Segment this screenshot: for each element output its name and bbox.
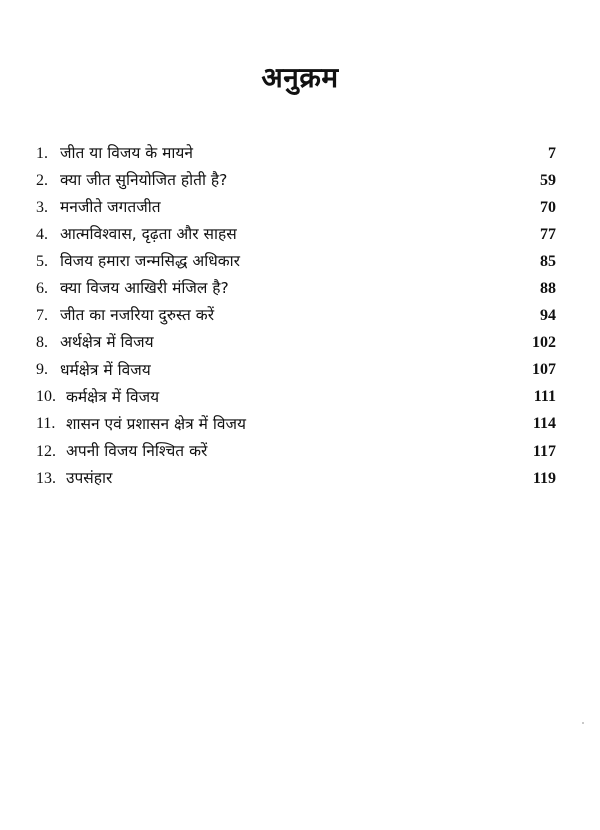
- toc-entry-title: अर्थक्षेत्र में विजय: [60, 333, 154, 352]
- toc-entry-number: 11.: [36, 415, 56, 433]
- toc-entry: [36, 357, 556, 384]
- toc-entry: [36, 384, 556, 411]
- toc-entry-number: 4.: [36, 225, 48, 243]
- toc-entry-page: 88: [540, 280, 556, 298]
- toc-entry: [36, 194, 556, 221]
- toc-entry-number: 12.: [36, 442, 56, 460]
- toc-entry-page: 111: [533, 388, 556, 406]
- toc-entry-page: 7: [548, 144, 556, 162]
- table-of-contents: [36, 140, 556, 492]
- toc-entry-page: 59: [540, 171, 556, 189]
- toc-entry-number: 13.: [36, 469, 56, 487]
- toc-entry-title: आत्मविश्वास, दृढ़ता और साहस: [60, 225, 237, 244]
- toc-entry-page: 114: [532, 415, 556, 433]
- toc-entry: [36, 221, 556, 248]
- toc-entry: [36, 465, 556, 492]
- toc-entry-title: कर्मक्षेत्र में विजय: [66, 387, 160, 406]
- toc-entry-page: 94: [540, 307, 556, 325]
- toc-entry-title: जीत या विजय के मायने: [60, 143, 193, 162]
- page-title: अनुक्रम: [261, 61, 339, 94]
- toc-entry: [36, 248, 556, 275]
- scan-speck: [582, 722, 584, 724]
- toc-entry-number: 3.: [36, 198, 48, 216]
- toc-entry-title: क्या जीत सुनियोजित होती है?: [60, 170, 228, 189]
- toc-entry-number: 7.: [36, 307, 48, 325]
- toc-entry: [36, 140, 556, 167]
- toc-entry-page: 107: [532, 361, 556, 379]
- toc-entry-number: 8.: [36, 334, 48, 352]
- toc-entry: [36, 303, 556, 330]
- toc-entry-number: 9.: [36, 361, 48, 379]
- toc-entry-title: क्या विजय आखिरी मंजिल है?: [60, 279, 229, 298]
- toc-entry-title: जीत का नजरिया दुरुस्त करें: [60, 306, 215, 325]
- toc-entry-title: शासन एवं प्रशासन क्षेत्र में विजय: [66, 414, 246, 433]
- toc-entry-page: 77: [540, 225, 556, 243]
- toc-entry-page: 102: [532, 334, 556, 352]
- toc-entry-page: 117: [532, 442, 556, 460]
- toc-entry-title: धर्मक्षेत्र में विजय: [60, 360, 151, 379]
- toc-entry-title: उपसंहार: [66, 468, 113, 487]
- toc-entry-title: विजय हमारा जन्मसिद्ध अधिकार: [60, 252, 240, 271]
- toc-entry-page: 85: [540, 252, 556, 270]
- toc-entry-number: 2.: [36, 171, 48, 189]
- toc-entry-page: 119: [532, 469, 556, 487]
- toc-entry-page: 70: [540, 198, 556, 216]
- toc-entry-title: अपनी विजय निश्चित करें: [66, 441, 208, 460]
- toc-entry: [36, 411, 556, 438]
- toc-entry: [36, 330, 556, 357]
- toc-entry: [36, 438, 556, 465]
- toc-entry-number: 5.: [36, 252, 48, 270]
- toc-entry-number: 10.: [36, 388, 56, 406]
- toc-entry: [36, 275, 556, 302]
- toc-entry-number: 1.: [36, 144, 48, 162]
- toc-entry-title: मनजीते जगतजीत: [60, 197, 161, 216]
- toc-entry-number: 6.: [36, 280, 48, 298]
- toc-entry: [36, 167, 556, 194]
